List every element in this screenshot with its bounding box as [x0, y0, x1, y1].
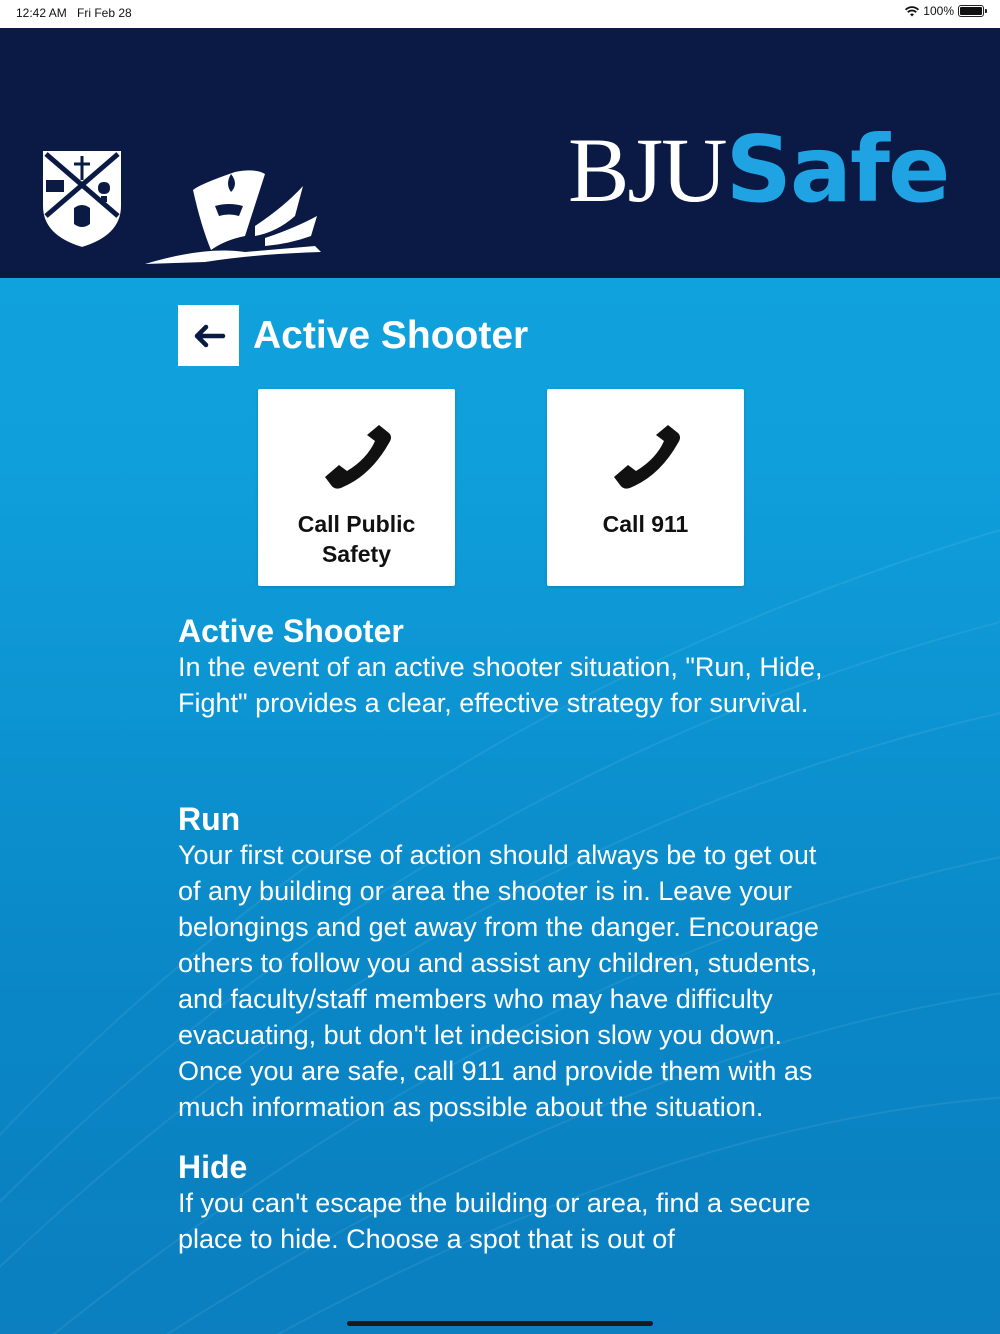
status-indicators: [905, 4, 984, 18]
brand-safe: Safe: [725, 116, 949, 223]
arrow-left-icon: [192, 323, 226, 349]
back-button[interactable]: [178, 305, 239, 366]
info-sections: [178, 613, 828, 1257]
battery-icon: [958, 5, 984, 17]
app-header: [0, 28, 1000, 278]
status-date: Fri Feb 28: [77, 6, 132, 20]
phone-icon: [610, 419, 682, 491]
section-run: [178, 801, 828, 1125]
brand-bju: BJU: [568, 119, 726, 221]
wifi-icon: [905, 6, 919, 17]
call-public-safety-label: Call Public Safety: [297, 511, 416, 567]
battery-percent: 100%: [923, 4, 954, 18]
section-heading: Active Shooter: [178, 613, 404, 649]
call-buttons: [258, 389, 744, 586]
section-heading: Run: [178, 801, 241, 837]
section-hide: [178, 1149, 828, 1257]
section-active-shooter: [178, 613, 828, 721]
status-time: 12:42 AM: [16, 6, 67, 20]
main-content: [178, 305, 828, 1254]
call-public-safety-button[interactable]: [258, 389, 455, 586]
call-911-button[interactable]: [547, 389, 744, 586]
phone-icon: [321, 419, 393, 491]
title-row: [178, 305, 828, 366]
section-body: If you can't escape the building or area, find a secure place to hide. Choose a spot that is out of: [178, 1188, 811, 1254]
home-indicator[interactable]: [347, 1321, 653, 1326]
university-crest-logo: [38, 146, 126, 250]
call-911-label: Call 911: [602, 511, 689, 537]
brand-wordmark: [568, 116, 949, 223]
page-title: Active Shooter: [253, 313, 529, 357]
torch-book-logo: [145, 166, 325, 266]
section-body: Your first course of action should always be to get out of any building or area the shooter is in. Leave your belongings and get away from the danger. Encourage others to follow you and assist any children, students, and faculty/staff members who may have difficulty evacuating, but don't let indecision slow you down. Once you are safe, call 911 and provide them with as much information as possible about the situation.: [178, 840, 819, 1122]
section-body: In the event of an active shooter situation, "Run, Hide, Fight" provides a clear, effective strategy for survival.: [178, 652, 823, 718]
section-heading: Hide: [178, 1149, 248, 1185]
status-bar: [0, 0, 1000, 28]
